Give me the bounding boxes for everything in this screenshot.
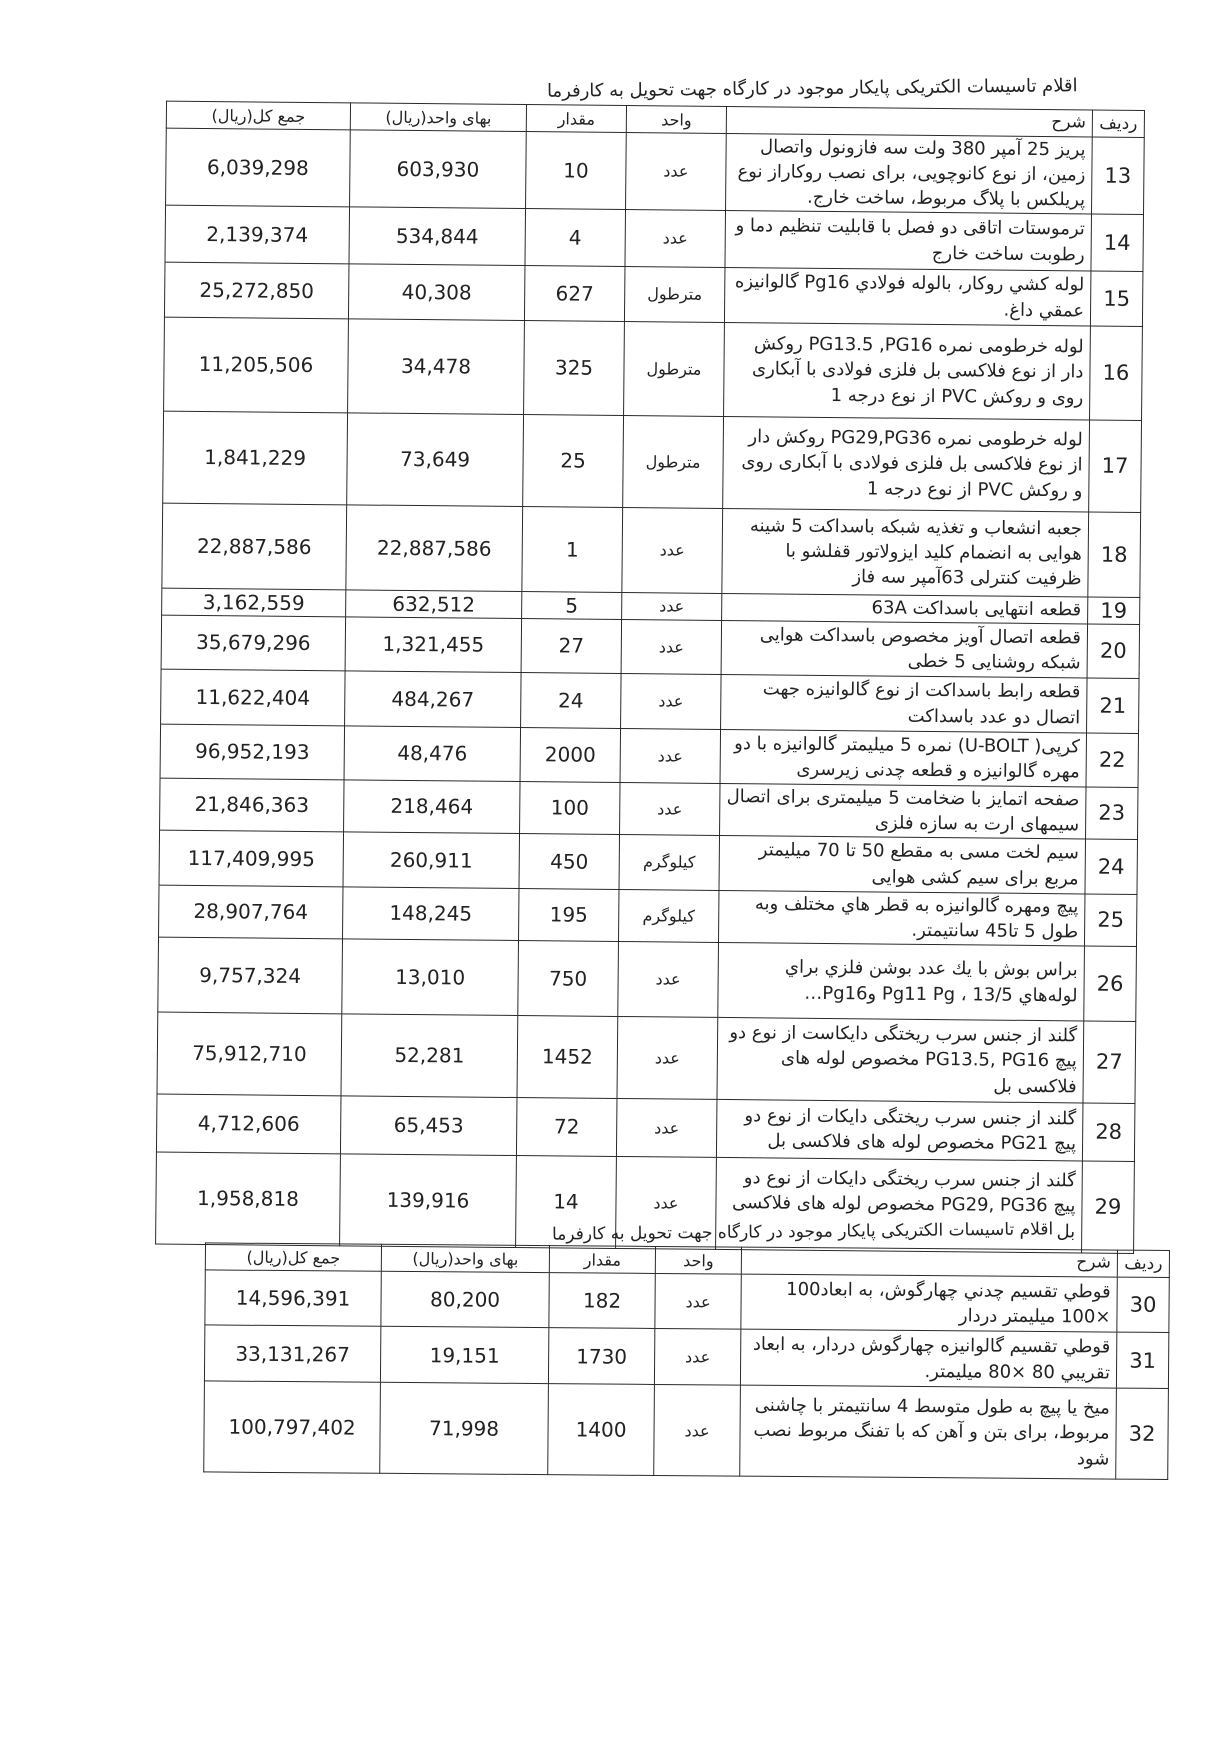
item-description: جعبه انشعاب و تغذیه شبکه باسداکت 5 شینه هوایی به انضمام کلید ایزولاتور قفلشو با ظرفیت کنترلی 63آمپر سه فاز — [722, 508, 1089, 597]
item-description: گلند از جنس سرب ریختگی دایکات از نوع دو پیچ PG29, PG36 مخصوص لوله های فلاکسی بل — [716, 1157, 1083, 1253]
item-description: لوله خرطومی نمره PG13.5 ,PG16 روکش دار از نوع فلاکسی بل فلزی فولادی با آبکاری روی و روکش PVC از نوع درجه 1 — [724, 322, 1091, 420]
item-total: 3,162,559 — [162, 588, 346, 617]
item-unit-price: 13,010 — [342, 938, 519, 1015]
row-number: 16 — [1090, 326, 1143, 420]
item-quantity: 2000 — [520, 727, 621, 782]
item-unit-price: 65,453 — [340, 1095, 517, 1155]
item-unit-price: 40,308 — [348, 263, 525, 320]
item-unit: عدد — [616, 1098, 717, 1157]
item-unit-price: 534,844 — [349, 206, 526, 265]
table-row — [160, 724, 1138, 787]
item-description: براس بوش با يك عدد بوشن فلزي براي لوله‌هاي 13/5 ، Pg11 Pg وPg16… — [718, 942, 1085, 1021]
item-unit-price: 260,911 — [343, 831, 520, 888]
header-unit-price: بهای واحد(ریال) — [350, 103, 526, 132]
item-description: میخ یا پیچ به طول متوسط 4 سانتیمتر با چاشنی مربوط، برای بتن و آهن که با تفنگ مربوط نصب شود — [740, 1385, 1117, 1479]
item-unit-price: 139,916 — [340, 1153, 517, 1247]
item-total: 14,596,391 — [205, 1270, 381, 1326]
item-unit-price: 632,512 — [346, 589, 522, 618]
item-description: گلند از جنس سرب ریختگی دایکاست از نوع دو پیچ PG13.5, PG16 مخصوص لوله های فلاکسی بل — [717, 1017, 1084, 1103]
item-unit: کیلوگرم — [618, 889, 718, 942]
item-quantity: 25 — [523, 414, 624, 507]
item-unit: عدد — [621, 619, 722, 674]
item-total: 11,622,404 — [161, 669, 346, 726]
item-quantity: 27 — [521, 618, 622, 673]
item-quantity: 195 — [519, 888, 619, 941]
table-row — [160, 778, 1138, 839]
item-unit: مترطول — [624, 321, 725, 416]
header-description: شرح — [726, 106, 1092, 137]
item-quantity: 1 — [522, 506, 623, 592]
item-unit: عدد — [620, 728, 721, 783]
item-unit: مترطول — [624, 266, 725, 322]
header-row-number: ردیف — [1117, 1250, 1169, 1277]
table-row — [162, 503, 1141, 597]
item-unit-price: 22,887,586 — [346, 504, 523, 591]
item-unit: عدد — [625, 209, 726, 267]
table-row — [204, 1381, 1169, 1480]
item-description: ترموستات اتاقی دو فصل با قابلیت تنظیم دما و رطوبت ساخت خارج — [725, 210, 1092, 271]
item-unit: عدد — [618, 941, 719, 1017]
row-number: 19 — [1088, 597, 1140, 624]
item-description: گلند از جنس سرب ریختگی دایکات از نوع دو پیچ PG21 مخصوص لوله های فلاکسی بل — [716, 1099, 1083, 1161]
row-number: 22 — [1086, 733, 1139, 787]
table-row — [161, 669, 1139, 733]
table-row — [165, 205, 1144, 271]
header-unit-price: بهای واحد(ریال) — [381, 1244, 549, 1272]
item-description: قطعه انتهایی باسداکت 63A — [722, 593, 1088, 624]
table-caption-top: اقلام تاسیسات الکتریکی پایکار موجود در کارگاه جهت تحویل به کارفرما — [547, 75, 1079, 102]
table-row — [205, 1270, 1169, 1333]
item-description: سیم لخت مسی به مقطع 50 تا 70 میلیمتر مربع برای سیم کشی هوایی — [719, 835, 1086, 894]
item-description: صفحه اتمایز با ضخامت 5 میلیمتری برای اتصال سیمهای ارت به سازه فلزی — [720, 783, 1086, 839]
row-number: 28 — [1082, 1103, 1135, 1161]
row-number: 29 — [1082, 1161, 1135, 1253]
item-quantity: 182 — [549, 1273, 655, 1329]
row-number: 14 — [1091, 214, 1144, 271]
item-total: 2,139,374 — [165, 205, 350, 264]
item-unit-price: 80,200 — [381, 1271, 549, 1327]
item-description: کرپی( U-BOLT) نمره 5 میلیمتر گالوانیزه با دو مهره گالوانیزه و قطعه چدنی زیرسری — [720, 729, 1087, 787]
row-number: 31 — [1116, 1332, 1168, 1388]
item-quantity: 1730 — [548, 1328, 654, 1385]
item-unit: عدد — [617, 1016, 718, 1099]
table-row — [157, 1012, 1136, 1103]
table-row — [161, 615, 1139, 678]
item-quantity: 14 — [516, 1155, 617, 1248]
row-number: 15 — [1090, 271, 1143, 326]
item-unit-price: 48,476 — [344, 725, 521, 781]
item-quantity: 627 — [524, 265, 625, 321]
row-number: 18 — [1088, 512, 1141, 597]
item-quantity: 24 — [521, 672, 622, 728]
header-description: شرح — [741, 1247, 1117, 1277]
item-total: 6,039,298 — [166, 128, 351, 206]
item-unit: عدد — [621, 673, 722, 729]
item-unit-price: 1,321,455 — [345, 616, 522, 672]
table-caption-bottom: اقلام تاسیسات الکتریکی پایکار موجود در کارگاه جهت تحویل به کارفرما — [551, 1219, 1054, 1245]
item-unit-price: 603,930 — [350, 130, 527, 208]
table-row — [156, 1094, 1135, 1161]
item-total: 9,757,324 — [158, 937, 343, 1014]
item-total: 22,887,586 — [162, 503, 347, 590]
item-total: 96,952,193 — [160, 724, 345, 780]
header-quantity: مقدار — [526, 105, 626, 133]
item-unit: کیلوگرم — [619, 834, 720, 890]
item-description: پیچ ومهره گالوانیزه به قطر هاي مختلف وبه طول 5 تا45 سانتیمتر. — [718, 890, 1084, 946]
item-quantity: 5 — [522, 591, 622, 619]
item-quantity: 1452 — [517, 1015, 618, 1098]
item-unit-price: 34,478 — [348, 318, 525, 414]
item-unit: عدد — [616, 1156, 717, 1249]
item-total: 1,841,229 — [163, 411, 348, 505]
item-description: قطعه اتصال آویز مخصوص باسداکت هوایی شبکه روشنایی 5 خطی — [721, 620, 1088, 678]
item-description: لوله کشي روكار، بالوله فولادي Pg16 گالوانيزه عمقي داغ. — [724, 267, 1091, 326]
row-number: 24 — [1085, 839, 1138, 894]
item-unit: عدد — [626, 133, 727, 211]
items-table-2 — [203, 1242, 1170, 1480]
item-quantity: 750 — [518, 940, 619, 1016]
item-total: 35,679,296 — [161, 615, 346, 671]
table-row — [164, 262, 1142, 326]
item-unit-price: 71,998 — [380, 1382, 549, 1474]
row-number: 13 — [1092, 137, 1145, 214]
table-row — [164, 317, 1143, 420]
item-quantity: 450 — [519, 833, 620, 889]
row-number: 30 — [1117, 1277, 1169, 1332]
item-total: 4,712,606 — [156, 1094, 341, 1154]
item-description: قوطي تقسيم گالوانيزه چهارگوش دردار، به ابعاد تقريبي 80 ×80 ميليمتر. — [740, 1329, 1116, 1388]
header-unit: واحد — [655, 1246, 741, 1274]
row-number: 27 — [1083, 1021, 1136, 1103]
item-unit: عدد — [622, 592, 722, 620]
row-number: 23 — [1086, 787, 1138, 839]
item-description: قطعه رابط باسداکت از نوع گالوانیزه جهت اتصال دو عدد باسداکت — [721, 674, 1088, 733]
item-quantity: 4 — [525, 208, 626, 266]
item-total: 11,205,506 — [164, 317, 349, 413]
table-row — [158, 937, 1137, 1021]
table-row — [159, 830, 1137, 894]
item-unit-price: 73,649 — [347, 412, 524, 506]
item-total: 100,797,402 — [204, 1381, 381, 1473]
item-total: 21,846,363 — [160, 778, 344, 832]
header-row-number: ردیف — [1092, 110, 1144, 137]
item-unit-price: 148,245 — [343, 886, 519, 940]
item-unit-price: 19,151 — [380, 1326, 548, 1383]
row-number: 26 — [1084, 946, 1137, 1021]
item-quantity: 1400 — [548, 1384, 655, 1476]
row-number: 17 — [1089, 420, 1142, 512]
item-quantity: 100 — [520, 781, 620, 834]
table-row — [159, 885, 1137, 946]
header-total: جمع کل(ریال) — [166, 101, 350, 130]
item-unit-price: 218,464 — [344, 779, 520, 833]
item-total: 1,958,818 — [156, 1152, 341, 1246]
item-unit: مترطول — [623, 415, 724, 508]
item-unit: عدد — [622, 507, 723, 593]
items-table-1 — [155, 101, 1145, 1254]
table-row — [204, 1325, 1168, 1389]
header-quantity: مقدار — [549, 1246, 655, 1274]
row-number: 21 — [1087, 678, 1140, 733]
item-total: 25,272,850 — [164, 262, 349, 319]
item-unit: عدد — [620, 782, 720, 835]
table-row — [166, 128, 1145, 214]
item-quantity: 10 — [526, 132, 627, 210]
item-unit: عدد — [654, 1328, 740, 1385]
item-total: 28,907,764 — [159, 885, 343, 939]
table-row — [163, 411, 1142, 512]
item-unit-price: 484,267 — [345, 670, 522, 727]
item-total: 75,912,710 — [157, 1012, 342, 1096]
item-quantity: 72 — [516, 1097, 617, 1156]
row-number: 20 — [1087, 624, 1140, 678]
header-unit: واحد — [626, 106, 726, 134]
item-unit: عدد — [654, 1384, 741, 1476]
item-total: 117,409,995 — [159, 830, 344, 887]
item-description: پریز 25 آمپر 380 ولت سه فازونول واتصال زمین، از نوع کانوچویی، برای نصب روکاراز نوع پریلکس با پلاگ مربوط، ساخت خارج. — [726, 133, 1093, 213]
item-unit-price: 52,281 — [341, 1013, 518, 1097]
item-unit: عدد — [655, 1273, 741, 1329]
row-number: 32 — [1116, 1388, 1169, 1479]
item-description: قوطي تقسيم چدني چهارگوش، به ابعاد100 ×100 ميليمتر دردار — [741, 1274, 1117, 1332]
item-total: 33,131,267 — [204, 1325, 380, 1382]
item-description: لوله خرطومی نمره PG29,PG36 روکش دار از نوع فلاکسی بل فلزی فولادی با آبکاری روی و روکش PVC از نوع درجه 1 — [723, 416, 1090, 512]
item-quantity: 325 — [524, 320, 625, 415]
row-number: 25 — [1084, 894, 1136, 946]
header-total: جمع کل(ریال) — [205, 1243, 381, 1271]
